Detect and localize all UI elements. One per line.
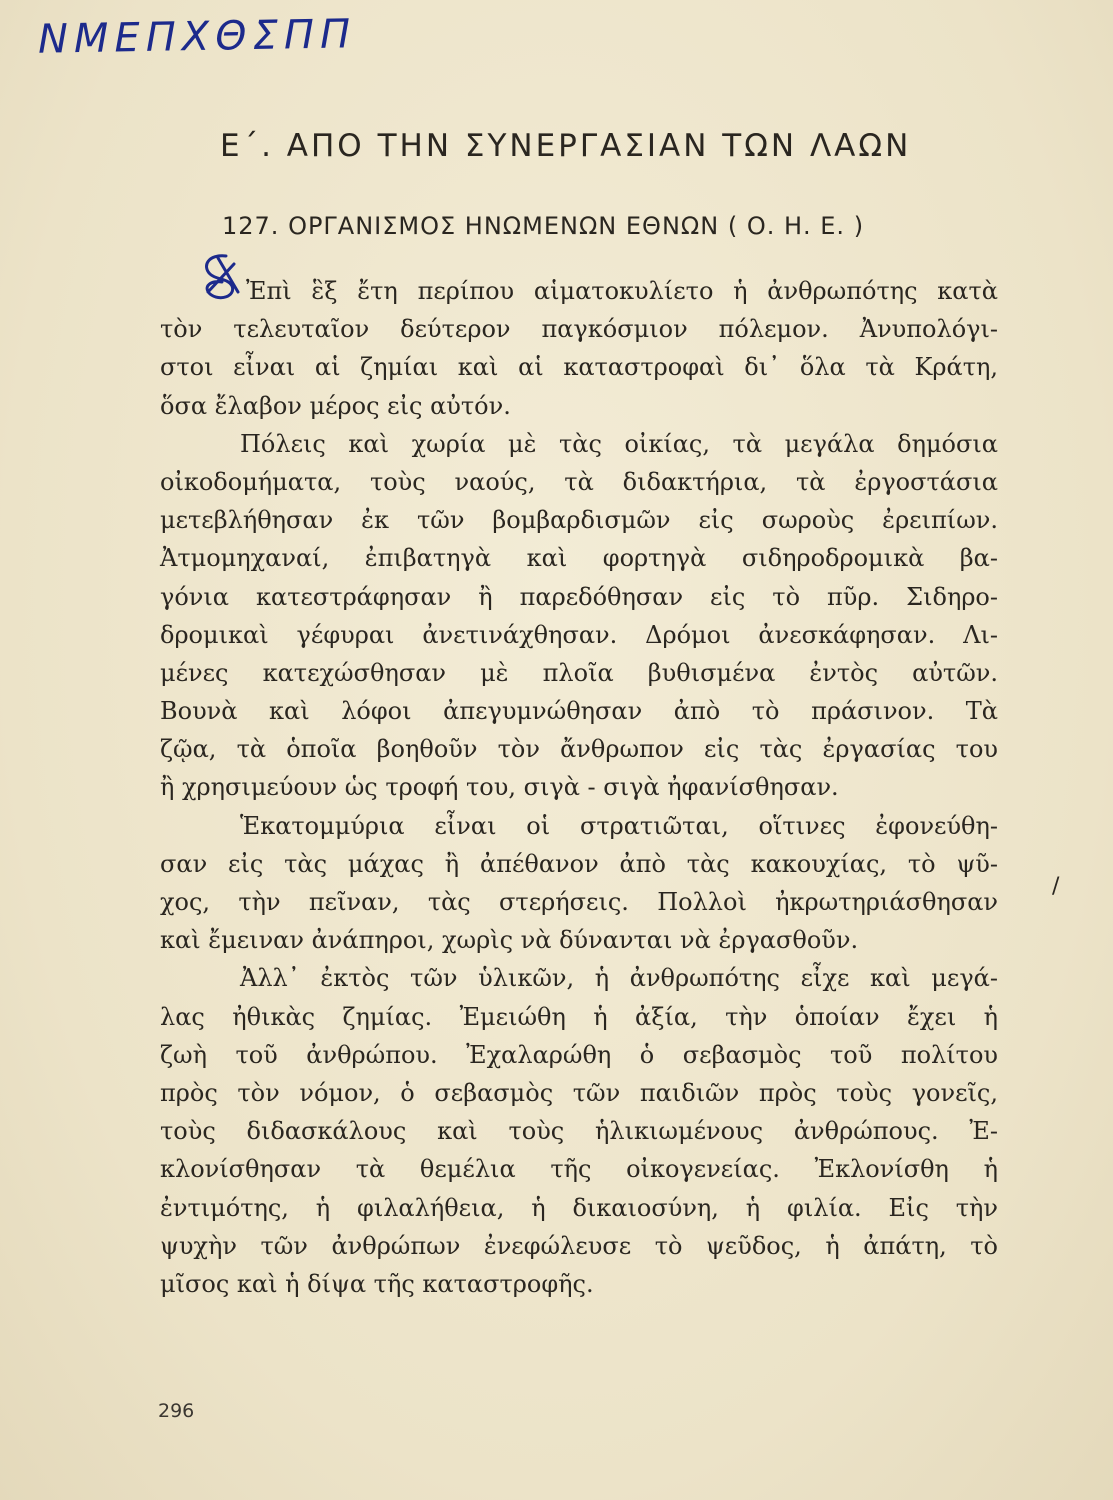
text-line: στοι εἶναι αἱ ζημίαι καὶ αἱ καταστροφαὶ δι᾽ ὅλα τὰ Κράτη,: [160, 353, 998, 382]
text-line: Ἐπὶ ἓξ ἔτη περίπου αἱματοκυλίετο ἡ ἀνθρωπότης κατὰ: [246, 277, 998, 305]
text-line: ἢ χρησιμεύουν ὡς τροφή του, σιγὰ - σιγὰ ἠφανίσθησαν.: [160, 773, 839, 802]
text-line: ζωὴ τοῦ ἀνθρώπου. Ἐχαλαρώθη ὁ σεβασμὸς τοῦ πολίτου: [160, 1040, 998, 1069]
chapter-title: 127. ΟΡΓΑΝΙΣΜΟΣ ΗΝΩΜΕΝΩΝ ΕΘΝΩΝ ( Ο. Η. Ε. ): [222, 212, 865, 240]
text-line: λας ἠθικὰς ζημίας. Ἐμειώθη ἡ ἀξία, τὴν ὁποίαν ἔχει ἡ: [160, 1002, 998, 1031]
body-text: [160, 272, 998, 1303]
text-line: μένες κατεχώσθησαν μὲ πλοῖα βυθισμένα ἐντὸς αὐτῶν.: [160, 658, 998, 687]
text-line: ἐντιμότης, ἡ φιλαλήθεια, ἡ δικαιοσύνη, ἡ φιλία. Εἰς τὴν: [160, 1193, 998, 1222]
text-line: Βουνὰ καὶ λόφοι ἀπεγυμνώθησαν ἀπὸ τὸ πράσινον. Τὰ: [160, 697, 998, 726]
text-line: γόνια κατεστράφησαν ἢ παρεδόθησαν εἰς τὸ πῦρ. Σιδηρο-: [160, 582, 998, 611]
section-heading: Ε΄. ΑΠΟ ΤΗΝ ΣΥΝΕΡΓΑΣΙΑΝ ΤΩΝ ΛΑΩΝ: [220, 128, 912, 164]
text-line: καὶ ἔμειναν ἀνάπηροι, χωρὶς νὰ δύνανται νὰ ἐργασθοῦν.: [160, 926, 859, 955]
text-line: σαν εἰς τὰς μάχας ἢ ἀπέθανον ἀπὸ τὰς κακουχίας, τὸ ψῦ-: [160, 849, 998, 878]
text-line: χος, τὴν πεῖναν, τὰς στερήσεις. Πολλοὶ ἠκρωτηριάσθησαν: [160, 888, 998, 916]
text-line: ὅσα ἔλαβον μέρος εἰς αὐτόν.: [160, 391, 511, 420]
handwritten-note: ΝΜΕΠΧΘΣΠΠ: [37, 11, 357, 63]
text-line: τοὺς διδασκάλους καὶ τοὺς ἡλικιωμένους ἀνθρώπους. Ἐ-: [160, 1117, 998, 1146]
text-line: Ἀλλ᾽ ἐκτὸς τῶν ὑλικῶν, ἡ ἀνθρωπότης εἶχε καὶ μεγά-: [240, 964, 998, 993]
text-line: δρομικαὶ γέφυραι ἀνετινάχθησαν. Δρόμοι ἀνεσκάφησαν. Λι-: [160, 620, 998, 649]
text-line: Ἀτμομηχαναί, ἐπιβατηγὰ καὶ φορτηγὰ σιδηροδρομικὰ βα-: [160, 544, 998, 573]
page-number: 296: [158, 1400, 195, 1422]
text-line: Ἑκατομμύρια εἶναι οἱ στρατιῶται, οἵτινες ἐφονεύθη-: [240, 811, 998, 840]
text-line: μῖσος καὶ ἡ δίψα τῆς καταστροφῆς.: [160, 1269, 594, 1298]
text-line: Πόλεις καὶ χωρία μὲ τὰς οἰκίας, τὰ μεγάλα δημόσια: [240, 429, 998, 458]
text-line: μετεβλήθησαν ἐκ τῶν βομβαρδισμῶν εἰς σωροὺς ἐρειπίων.: [160, 506, 998, 535]
text-line: οἰκοδομήματα, τοὺς ναούς, τὰ διδακτήρια, τὰ ἐργοστάσια: [160, 467, 998, 496]
text-line: ψυχὴν τῶν ἀνθρώπων ἐνεφώλευσε τὸ ψεῦδος, ἡ ἀπάτη, τὸ: [160, 1231, 998, 1260]
text-line: πρὸς τὸν νόμον, ὁ σεβασμὸς τῶν παιδιῶν πρὸς τοὺς γονεῖς,: [160, 1078, 998, 1107]
text-line: τὸν τελευταῖον δεύτερον παγκόσμιον πόλεμον. Ἀνυπολόγι-: [160, 315, 998, 344]
text-line: ζῷα, τὰ ὁποῖα βοηθοῦν τὸν ἄνθρωπον εἰς τὰς ἐργασίας του: [160, 735, 998, 764]
stray-pen-mark: /: [1052, 874, 1060, 899]
text-line: κλονίσθησαν τὰ θεμέλια τῆς οἰκογενείας. Ἐκλονίσθη ἡ: [160, 1155, 998, 1184]
